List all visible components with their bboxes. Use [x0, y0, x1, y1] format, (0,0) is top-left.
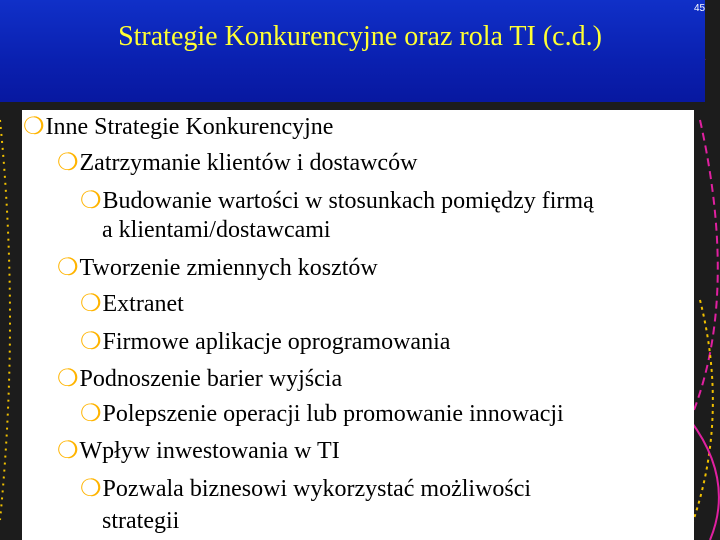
bullet-text: Firmowe aplikacje oprogramowania: [102, 329, 451, 355]
bullet-text: Extranet: [102, 291, 184, 317]
bullet-icon: ❍: [57, 255, 79, 281]
bullet-icon: ❍: [80, 188, 102, 214]
bullet-text: Zatrzymanie klientów i dostawców: [79, 150, 418, 176]
bullet-icon: ❍: [23, 114, 45, 140]
bullet-item-level1: [23, 114, 333, 141]
bullet-icon: ❍: [80, 329, 102, 355]
bullet-item-level3: [80, 329, 450, 356]
bullet-continuation: a klientami/dostawcami: [102, 217, 331, 243]
bullet-icon: ❍: [80, 476, 102, 502]
bullet-icon: ❍: [80, 401, 102, 427]
bullet-item-level2: [57, 438, 340, 465]
bullet-icon: ❍: [57, 438, 79, 464]
bullet-text: Budowanie wartości w stosunkach pomiędzy firmą: [102, 188, 594, 214]
bullet-text: Pozwala biznesowi wykorzystać możliwości: [102, 476, 532, 502]
bullet-item-level2: [57, 255, 378, 282]
bullet-item-level3: [80, 291, 184, 318]
bullet-item-level3: [80, 401, 564, 428]
bullet-text: Tworzenie zmiennych kosztów: [79, 255, 378, 281]
bullet-icon: ❍: [57, 150, 79, 176]
bullet-text: Podnoszenie barier wyjścia: [79, 366, 343, 392]
bullet-item-level3: [80, 476, 531, 503]
bullet-item-level2: [57, 150, 417, 177]
bullet-icon: ❍: [80, 291, 102, 317]
bullet-item-level3: [80, 188, 594, 215]
bullet-item-level2: [57, 366, 342, 393]
bullet-continuation: strategii: [102, 508, 180, 534]
bullet-text: Inne Strategie Konkurencyjne: [45, 114, 334, 140]
bullet-text: Polepszenie operacji lub promowanie innowacji: [102, 401, 564, 427]
slide-title: Strategie Konkurencyjne oraz rola TI (c.d.): [118, 21, 602, 52]
bullet-icon: ❍: [57, 366, 79, 392]
page-number: 45: [694, 3, 706, 14]
bullet-text: Wpływ inwestowania w TI: [79, 438, 340, 464]
